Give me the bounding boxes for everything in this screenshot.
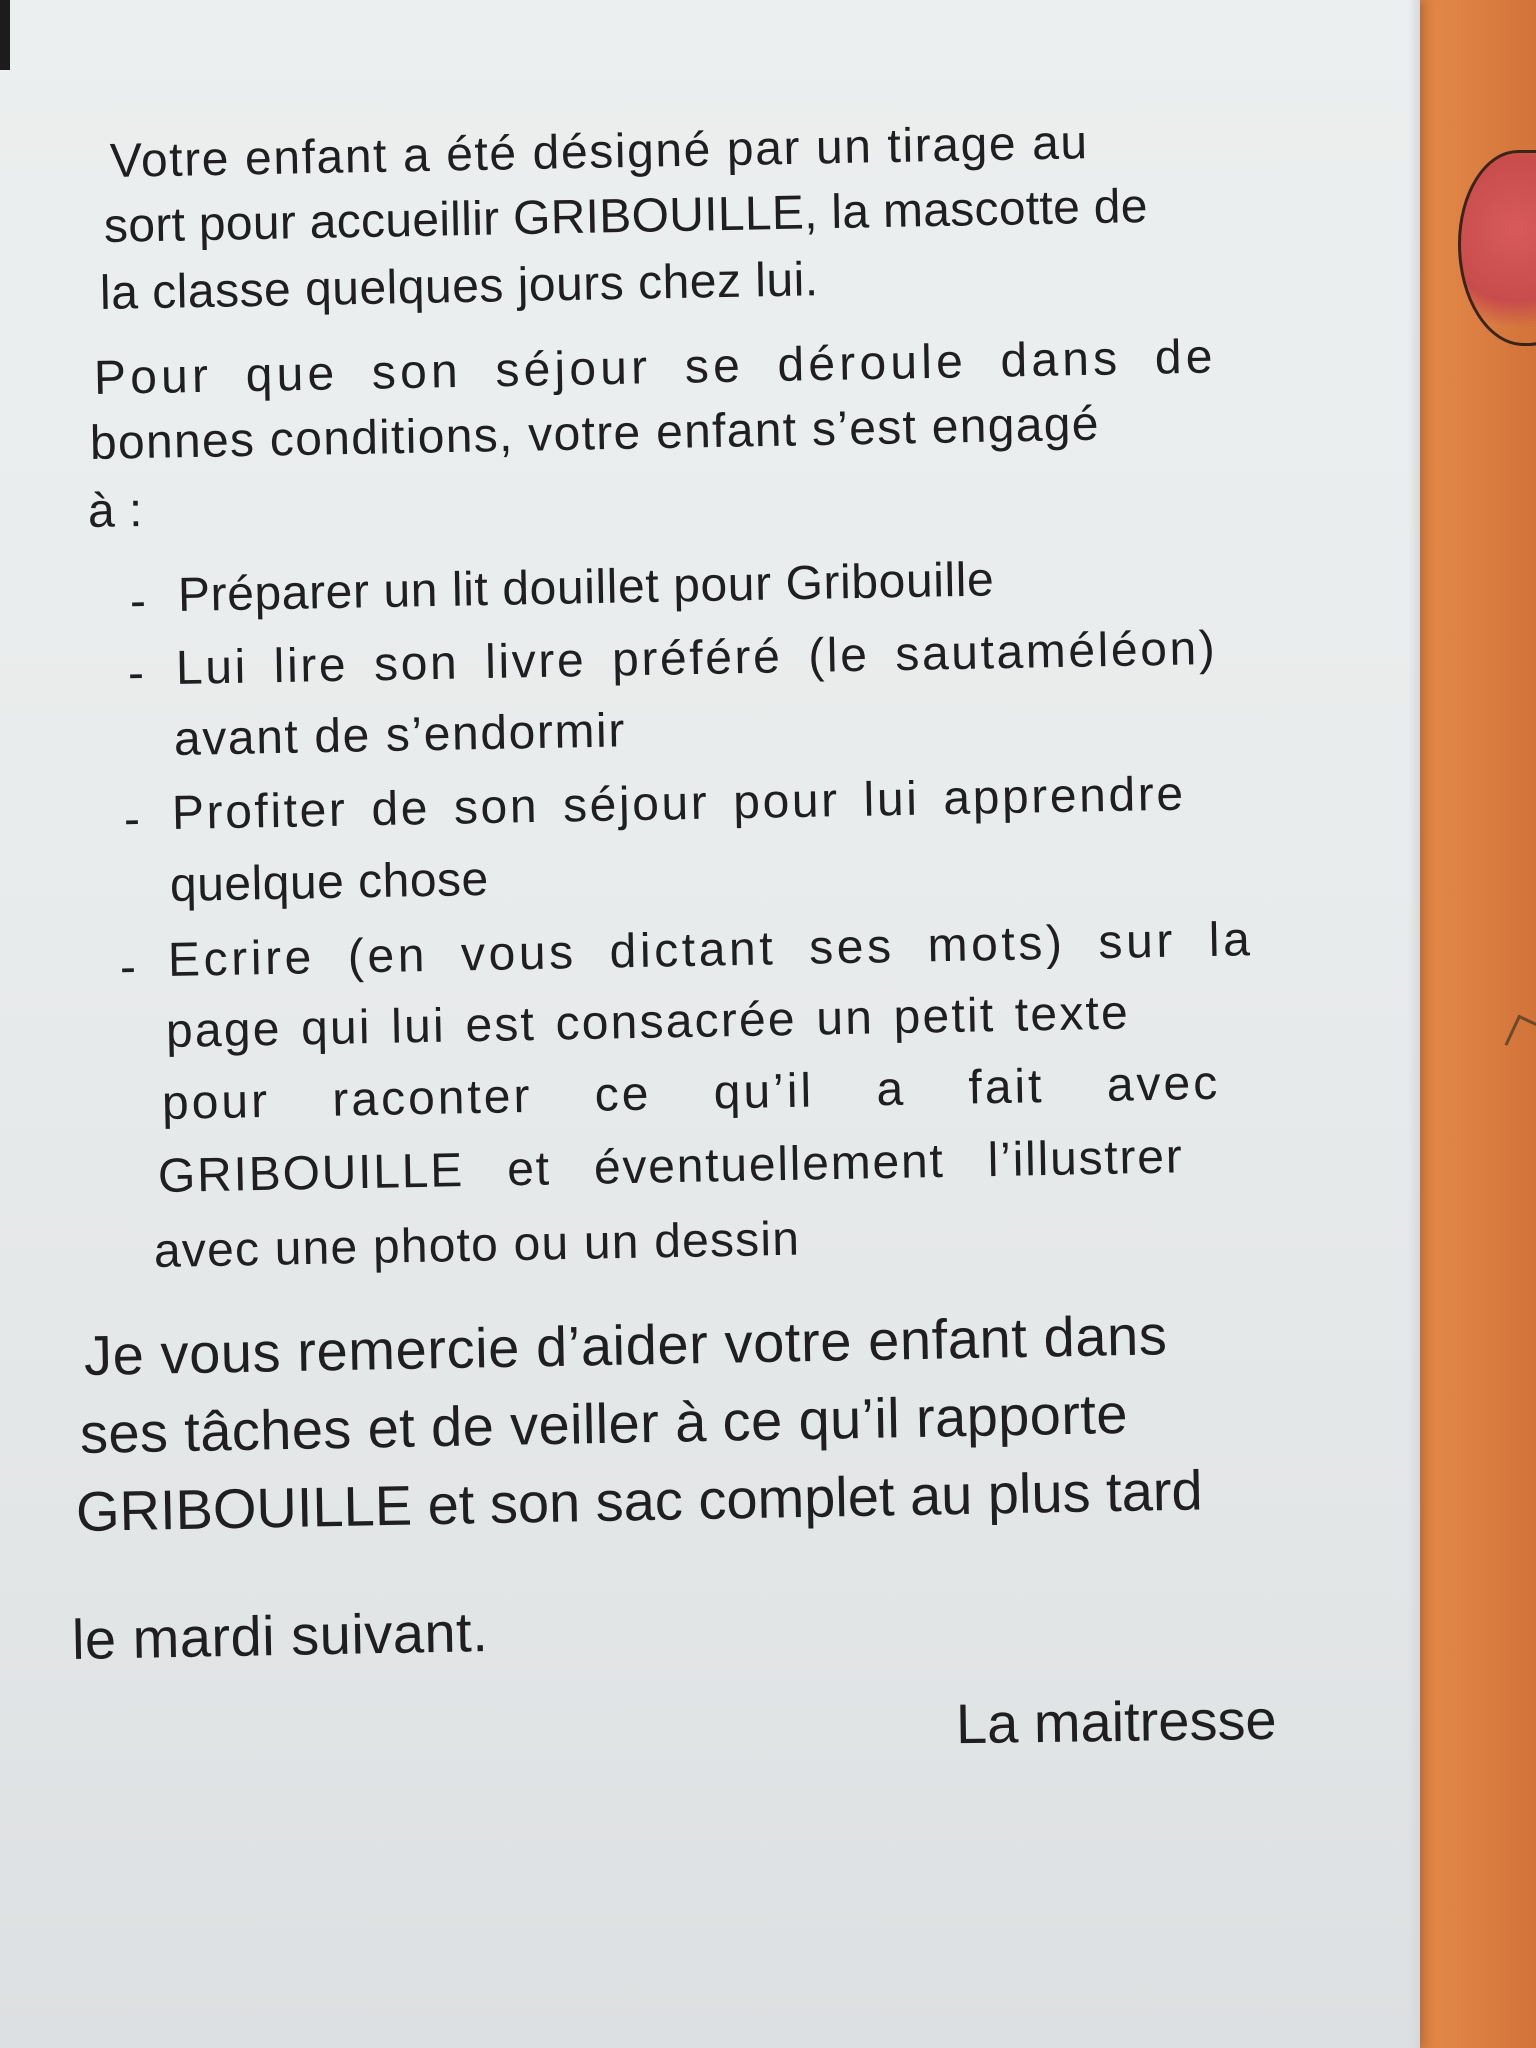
paragraph2-line: à : xyxy=(87,483,144,538)
paragraph1-line: Votre enfant a été désigné par un tirage au xyxy=(109,116,1090,188)
paragraph3-line: GRIBOUILLE et son sac complet au plus tard xyxy=(75,1458,1204,1543)
list-item-line: GRIBOUILLE et éventuellement l’illustrer xyxy=(157,1130,1185,1203)
list-item-line: Ecrire (en vous dictant ses mots) sur la xyxy=(167,913,1254,987)
list-item-line: avant de s’endormir xyxy=(173,704,627,766)
list-dash: - xyxy=(127,646,145,701)
paragraph3-line: Je vous remercie d’aider votre enfant dans xyxy=(83,1303,1168,1387)
list-dash: - xyxy=(123,792,141,847)
paragraph2-line: bonnes conditions, votre enfant s’est engagé xyxy=(89,397,1101,470)
list-item-line: page qui lui est consacrée un petit texte xyxy=(165,986,1131,1058)
list-item-line: pour raconter ce qu’il a fait avec xyxy=(161,1056,1221,1130)
list-item-line: Lui lire son livre préféré (le sautaméléon) xyxy=(175,622,1218,695)
list-dash: - xyxy=(119,940,137,995)
paragraph3-line: le mardi suivant. xyxy=(71,1600,489,1671)
list-item-line: Préparer un lit douillet pour Gribouille xyxy=(177,553,995,622)
signature: La maitresse xyxy=(955,1687,1277,1756)
list-item-line: Profiter de son séjour pour lui apprendre xyxy=(171,767,1187,840)
list-item-line: avec une photo ou un dessin xyxy=(153,1212,801,1278)
paragraph3-line: ses tâches et de veiller à ce qu’il rapporte xyxy=(79,1381,1129,1465)
list-item-line: quelque chose xyxy=(169,852,490,912)
list-dash: - xyxy=(129,574,147,629)
paragraph2-line: Pour que son séjour se déroule dans de xyxy=(93,330,1218,405)
paragraph1-line: la classe quelques jours chez lui. xyxy=(99,253,820,320)
paragraph1-line: sort pour accueillir GRIBOUILLE, la mascotte de xyxy=(103,179,1149,253)
